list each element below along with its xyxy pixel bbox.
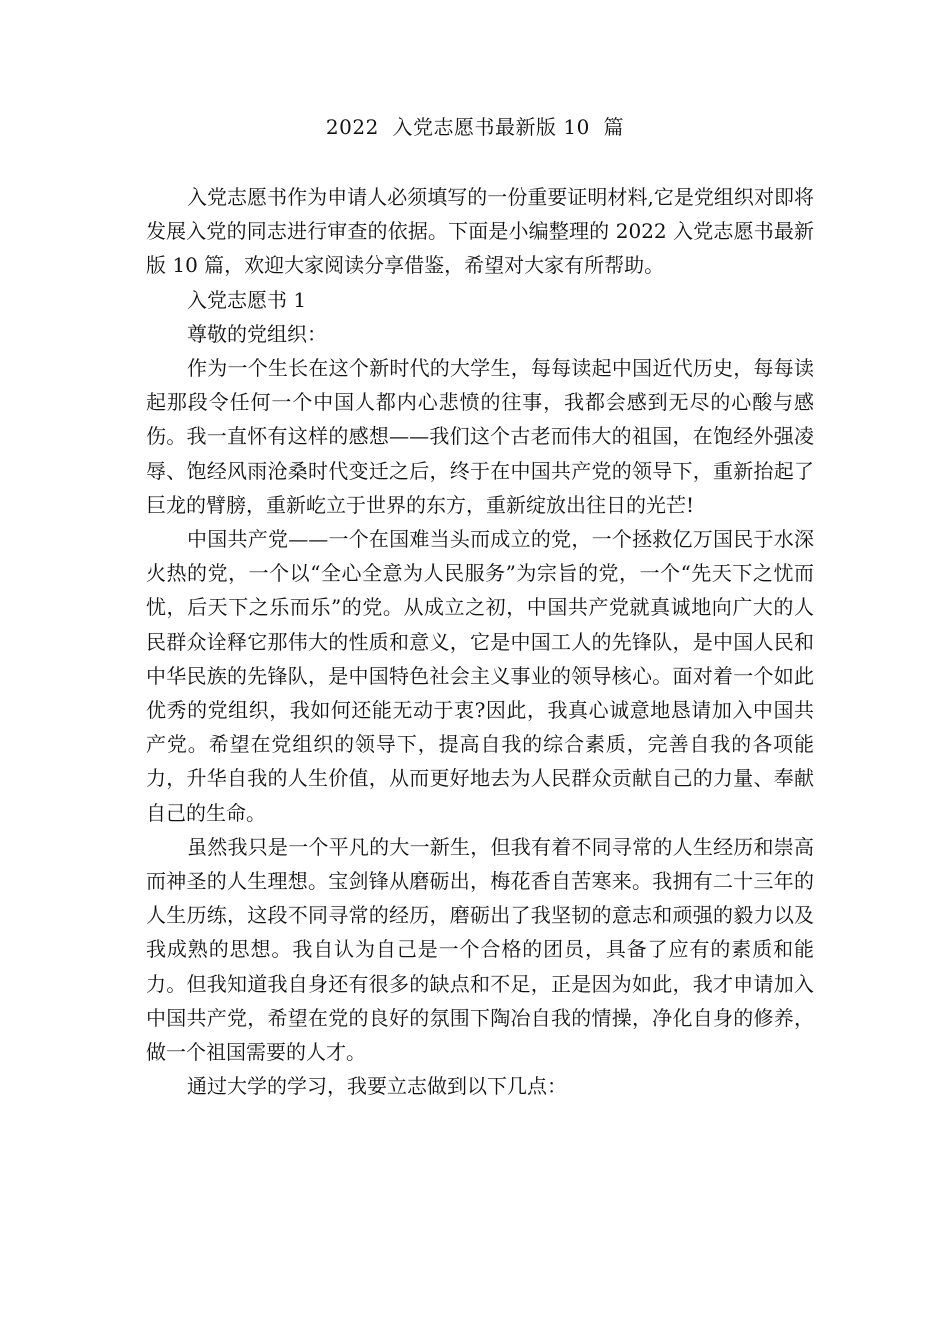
paragraph-body-2: 中国共产党——一个在国难当头而成立的党，一个拯救亿万国民于水深火热的党，一个以“全心全意为人民服务”为宗旨的党，一个“先天下之忧而忧，后天下之乐而乐”的党。从成立之初，中国共产党就真诚地向广大的人民群众诠释它那伟大的性质和意义，它是中国工人的先锋队，是中国人民和中华民族的先锋队，是中国特色社会主义事业的领导核心。面对着一个如此优秀的党组织，我如何还能无动于衷?因此，我真心诚意地恳请加入中国共产党。希望在党组织的领导下，提高自我的综合素质，完善自我的各项能力，升华自我的人生价值，从而更好地去为人民群众贡献自己的力量、奉献自己的生命。	[146, 527, 814, 825]
paragraph-body-4: 通过大学的学习，我要立志做到以下几点：	[187, 1074, 567, 1099]
paragraph-salutation: 尊敬的党组织：	[187, 321, 327, 346]
paragraph-body-1: 作为一个生长在这个新时代的大学生，每每读起中国近代历史，每每读起那段令任何一个中国人都内心悲愤的往事，我都会感到无尽的心酸与感伤。我一直怀有这样的感想——我们这个古老而伟大的祖国，在饱经外强凌辱、饱经风雨沧桑时代变迁之后，终于在中国共产党的领导下，重新抬起了巨龙的臂膀，重新屹立于世界的东方，重新绽放出往日的光芒!	[146, 356, 814, 517]
paragraph-body-3: 虽然我只是一个平凡的大一新生，但我有着不同寻常的人生经历和崇高而神圣的人生理想。宝剑锋从磨砺出，梅花香自苦寒来。我拥有二十三年的人生历练，这段不同寻常的经历，磨砺出了我坚韧的意志和顽强的毅力以及我成熟的思想。我自认为自己是一个合格的团员，具备了应有的素质和能力。但我知道我自身还有很多的缺点和不足，正是因为如此，我才申请加入中国共产党，希望在党的良好的氛围下陶冶自我的情操，净化自身的修养，做一个祖国需要的人才。	[146, 834, 814, 1065]
document-body	[146, 180, 814, 1103]
document-title: 2022 入党志愿书最新版 10 篇	[325, 115, 625, 139]
paragraph-section-heading: 入党志愿书 1	[187, 287, 307, 312]
paragraph-intro: 入党志愿书作为申请人必须填写的一份重要证明材料,它是党组织对即将发展入党的同志进行审查的依据。下面是小编整理的 2022 入党志愿书最新版 10 篇，欢迎大家阅读分享借鉴，希望对大家有所帮助。	[146, 185, 814, 278]
